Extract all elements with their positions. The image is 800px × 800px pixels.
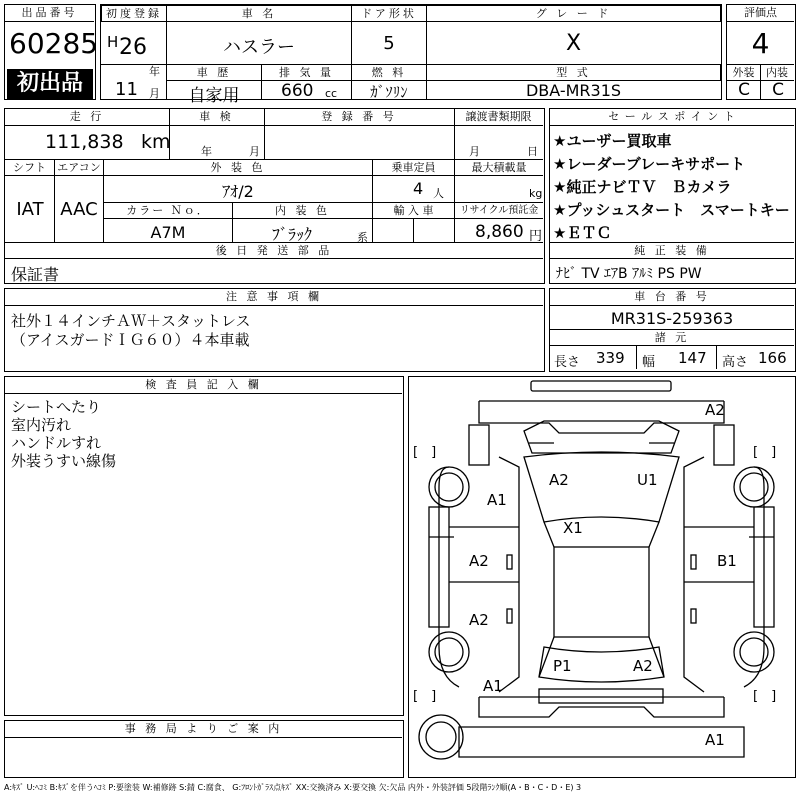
- car-diagram: [408, 376, 796, 778]
- registration-month: 11: [115, 79, 138, 100]
- mark-hood-left: A1: [487, 491, 507, 509]
- car-outline-drawing: [409, 377, 794, 776]
- inspection-month-unit: 月: [249, 145, 260, 158]
- mileage-unit: km: [141, 131, 171, 153]
- bracket-right-top: [ ]: [753, 445, 777, 460]
- lot-label: 出品番号: [5, 5, 94, 22]
- lot-box: [4, 4, 99, 100]
- height-value: 166: [758, 349, 787, 367]
- sales-point-4: ★プッシュスタート スマートキー: [553, 201, 790, 219]
- displacement-label: 排 気 量: [261, 64, 352, 81]
- exterior-color-label: 外 装 色: [103, 159, 373, 176]
- transfer-label: 譲渡書類期限: [454, 109, 543, 126]
- car-name-label: 車 名: [166, 5, 352, 22]
- grade-value: X: [565, 31, 582, 56]
- shift-label: シフト: [5, 159, 55, 176]
- mark-rear-left: A1: [483, 677, 503, 695]
- width-label: 幅: [642, 355, 656, 370]
- interior-score: C: [760, 80, 795, 99]
- mark-roof-a: A2: [549, 471, 569, 489]
- inspection-label: 車 検: [169, 109, 265, 126]
- car-name: ハスラー: [223, 37, 295, 58]
- inspector-box: [4, 376, 404, 716]
- inspector-line-4: 外装うすい線傷: [11, 452, 117, 470]
- office-box: [4, 720, 404, 778]
- notes-label: 注 意 事 項 欄: [5, 289, 543, 306]
- score-label: 評価点: [727, 5, 794, 22]
- later-parts-value: 保証書: [11, 265, 60, 284]
- recycle-unit: 円: [529, 229, 543, 244]
- doors-value: 5: [383, 33, 395, 54]
- mark-center: X1: [563, 519, 583, 537]
- interior-color-unit: 系: [357, 231, 368, 244]
- bracket-left-bottom: [ ]: [413, 689, 437, 704]
- displacement-unit: cc: [325, 87, 338, 100]
- exterior-color-value: ｱｵ/2: [222, 182, 254, 201]
- mileage-value: 111,838: [45, 131, 124, 153]
- interior-color-value: ﾌﾞﾗｯｸ: [271, 225, 312, 244]
- office-label: 事 務 局 よ り ご 案 内: [5, 721, 402, 738]
- recycle-label: リサイクル預託金: [454, 202, 543, 219]
- mark-right-front: B1: [717, 552, 737, 570]
- chassis-number: MR31S-259363: [610, 309, 734, 328]
- transfer-month-unit: 月: [469, 145, 480, 158]
- fuel-value: ｶﾞｿﾘﾝ: [370, 83, 408, 101]
- mark-rear-right: A2: [705, 401, 725, 419]
- length-value: 339: [596, 349, 625, 367]
- sales-point-2: ★レーダーブレーキサポート: [553, 155, 746, 173]
- top-info-box: [100, 4, 722, 106]
- inspector-label: 検 査 員 記 入 欄: [5, 377, 402, 394]
- color-no-value: A7M: [150, 223, 186, 242]
- notes-line-2: （アイスガードＩＧ６０）４本車載: [11, 331, 250, 349]
- exterior-label: 外装: [727, 64, 761, 81]
- legend-text: A:ｷｽﾞ U:ﾍｺﾐ B:ｷｽﾞを伴うﾍｺﾐ P:要塗装 W:補修跡 S:錆 C:腐食、 G:ﾌﾛﾝﾄｶﾞﾗｽ点ｷｽﾞ XX:交換済み X:要交換 欠:欠品 内外・外装評価 5段階ﾗﾝｸ順(A・B・C・D・E) 3: [4, 783, 582, 792]
- registration-year-unit: 年: [149, 65, 160, 78]
- interior-color-label: 内 装 色: [232, 202, 373, 219]
- inspector-line-2: 室内汚れ: [11, 416, 72, 434]
- mark-floor-left: P1: [553, 657, 572, 675]
- recycle-value: 8,860: [475, 222, 524, 242]
- genuine-equipment-value: ﾅﾋﾞ TV ｴｱB ｱﾙﾐ PS PW: [556, 266, 702, 282]
- exterior-score: C: [738, 80, 750, 100]
- notes-box: [4, 288, 545, 372]
- mark-roof-b: U1: [637, 471, 658, 489]
- inspector-line-1: シートへたり: [11, 398, 102, 416]
- length-label: 長さ: [554, 355, 581, 370]
- reg-number-label: 登 録 番 号: [264, 109, 455, 126]
- sales-point-1: ★ユーザー買取車: [553, 132, 672, 150]
- notes-line-1: 社外１４インチＡＷ＋スタットレス: [11, 312, 251, 330]
- shift-value: IAT: [16, 199, 44, 220]
- genuine-equipment-label: 純 正 装 備: [550, 242, 794, 259]
- sales-point-5: ★ＥＴＣ: [553, 224, 612, 242]
- capacity-label: 乗車定員: [372, 159, 455, 176]
- vehicle-details-box: [4, 108, 545, 284]
- width-value: 147: [678, 349, 707, 367]
- mileage-label: 走 行: [5, 109, 170, 126]
- grade-label: グ レ ー ド: [426, 5, 721, 22]
- interior-label: 内装: [760, 64, 794, 81]
- registration-month-unit: 月: [149, 87, 160, 100]
- history-value: 自家用: [188, 86, 240, 106]
- lot-number: 60285: [9, 27, 99, 60]
- model-label: 型 式: [426, 64, 721, 81]
- sales-points-box: [549, 108, 796, 284]
- height-label: 高さ: [722, 355, 749, 370]
- transfer-day-unit: 日: [527, 145, 538, 158]
- aircon-label: エアコン: [54, 159, 104, 176]
- chassis-box: [549, 288, 796, 372]
- chassis-label: 車 台 番 号: [550, 289, 794, 306]
- inspection-year-unit: 年: [201, 145, 212, 158]
- capacity-unit: 人: [433, 187, 444, 200]
- first-listing-badge: 初出品: [7, 69, 93, 99]
- bracket-right-bottom: [ ]: [753, 689, 777, 704]
- specs-label: 諸 元: [550, 329, 794, 346]
- aircon-value: AAC: [60, 199, 98, 220]
- score-value: 4: [751, 27, 770, 60]
- mark-floor-right: A2: [633, 657, 653, 675]
- doors-label: ドア形状: [351, 5, 427, 22]
- registration-era: H: [107, 33, 119, 51]
- color-no-label: カラー Ｎｏ．: [103, 202, 233, 219]
- later-parts-label: 後 日 発 送 部 品: [5, 242, 543, 259]
- max-load-label: 最大積載量: [454, 159, 543, 176]
- registration-year: 26: [119, 35, 147, 60]
- bracket-left-top: [ ]: [413, 445, 437, 460]
- import-label: 輸 入 車: [372, 202, 455, 219]
- sales-points-label: セ ー ル ス ポ イ ン ト: [550, 109, 794, 126]
- mark-left-front: A2: [469, 552, 489, 570]
- max-load-unit: kg: [529, 187, 543, 200]
- fuel-label: 燃 料: [351, 64, 427, 81]
- history-label: 車 歴: [166, 64, 262, 81]
- mark-bottom-right: A1: [705, 731, 725, 749]
- model-value: DBA-MR31S: [525, 81, 622, 100]
- displacement-value: 660: [281, 81, 314, 101]
- capacity-value: 4: [413, 179, 424, 198]
- score-box: [726, 4, 796, 100]
- registration-label: 初度登録: [101, 5, 167, 22]
- sales-point-3: ★純正ナビＴＶ Ｂカメラ: [553, 178, 732, 196]
- mark-left-rear: A2: [469, 611, 489, 629]
- inspector-line-3: ハンドルすれ: [11, 434, 102, 452]
